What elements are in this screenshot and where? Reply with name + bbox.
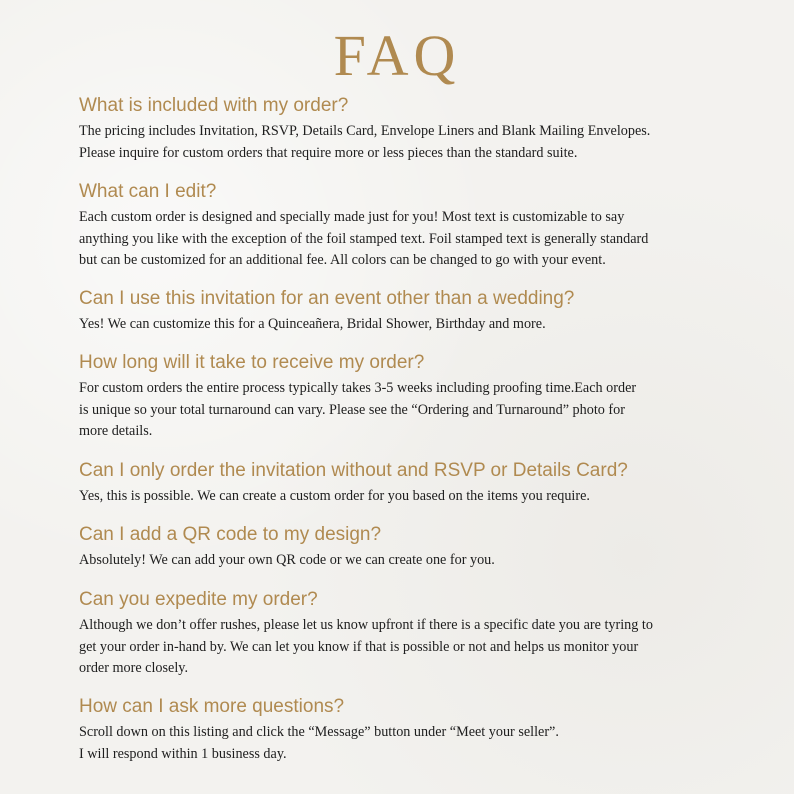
faq-answer bbox=[79, 486, 739, 508]
faq-answer bbox=[79, 207, 739, 272]
faq-item-edit bbox=[79, 181, 739, 272]
faq-question: Can I add a QR code to my design? bbox=[79, 524, 382, 545]
faq-answer-line: Please inquire for custom orders that require more or less pieces than the standard suite. bbox=[79, 144, 578, 161]
page-title: FAQ bbox=[333, 23, 461, 88]
faq-answer-line: The pricing includes Invitation, RSVP, Details Card, Envelope Liners and Blank Mailing Envelopes. bbox=[79, 123, 651, 139]
faq-answer bbox=[79, 314, 739, 336]
faq-item-turnaround bbox=[79, 352, 739, 443]
faq-item-other-event bbox=[79, 288, 739, 336]
faq-answer bbox=[79, 550, 739, 572]
faq-answer-line: Although we don’t offer rushes, please let us know upfront if there is a specific date you are tyring to bbox=[79, 617, 653, 633]
faq-answer-line: anything you like with the exception of the foil stamped text. Foil stamped text is generally standard bbox=[79, 230, 649, 247]
faq-answer-line: Yes! We can customize this for a Quinceañera, Bridal Shower, Birthday and more. bbox=[79, 316, 546, 332]
faq-answer-line: For custom orders the entire process typically takes 3-5 weeks including proofing time.Each order bbox=[79, 380, 637, 396]
faq-question: How long will it take to receive my order? bbox=[79, 352, 425, 373]
faq-answer-line: Each custom order is designed and specially made just for you! Most text is customizable to say bbox=[79, 209, 625, 225]
faq-answer-line: Yes, this is possible. We can create a custom order for you based on the items you require. bbox=[79, 488, 590, 504]
faq-answer bbox=[79, 615, 739, 680]
faq-item-more-questions bbox=[79, 696, 739, 765]
faq-answer bbox=[79, 378, 739, 443]
faq-item-included bbox=[79, 95, 739, 164]
faq-answer bbox=[79, 121, 739, 164]
faq-answer-line: get your order in-hand by. We can let you know if that is possible or not and helps us monitor your bbox=[79, 638, 639, 655]
faq-answer-line: Scroll down on this listing and click the “Message” button under “Meet your seller”. bbox=[79, 724, 559, 740]
faq-answer-line: more details. bbox=[79, 423, 153, 439]
faq-question: How can I ask more questions? bbox=[79, 696, 345, 717]
faq-question: Can you expedite my order? bbox=[79, 589, 318, 610]
faq-item-invitation-only bbox=[79, 460, 739, 508]
faq-answer-line: is unique so your total turnaround can vary. Please see the “Ordering and Turnaround” photo for bbox=[79, 401, 625, 418]
faq-answer-line: but can be customized for an additional fee. All colors can be changed to go with your event. bbox=[79, 252, 606, 268]
faq-answer-line: I will respond within 1 business day. bbox=[79, 745, 287, 762]
faq-item-expedite bbox=[79, 589, 739, 680]
faq-answer-line: order more closely. bbox=[79, 660, 188, 676]
faq-question: Can I use this invitation for an event other than a wedding? bbox=[79, 288, 575, 309]
faq-item-qr-code bbox=[79, 524, 739, 572]
faq-answer bbox=[79, 722, 739, 765]
faq-answer-line: Absolutely! We can add your own QR code or we can create one for you. bbox=[79, 552, 495, 568]
faq-question: What can I edit? bbox=[79, 181, 217, 202]
faq-question: What is included with my order? bbox=[79, 95, 349, 116]
faq-question: Can I only order the invitation without and RSVP or Details Card? bbox=[79, 460, 628, 481]
